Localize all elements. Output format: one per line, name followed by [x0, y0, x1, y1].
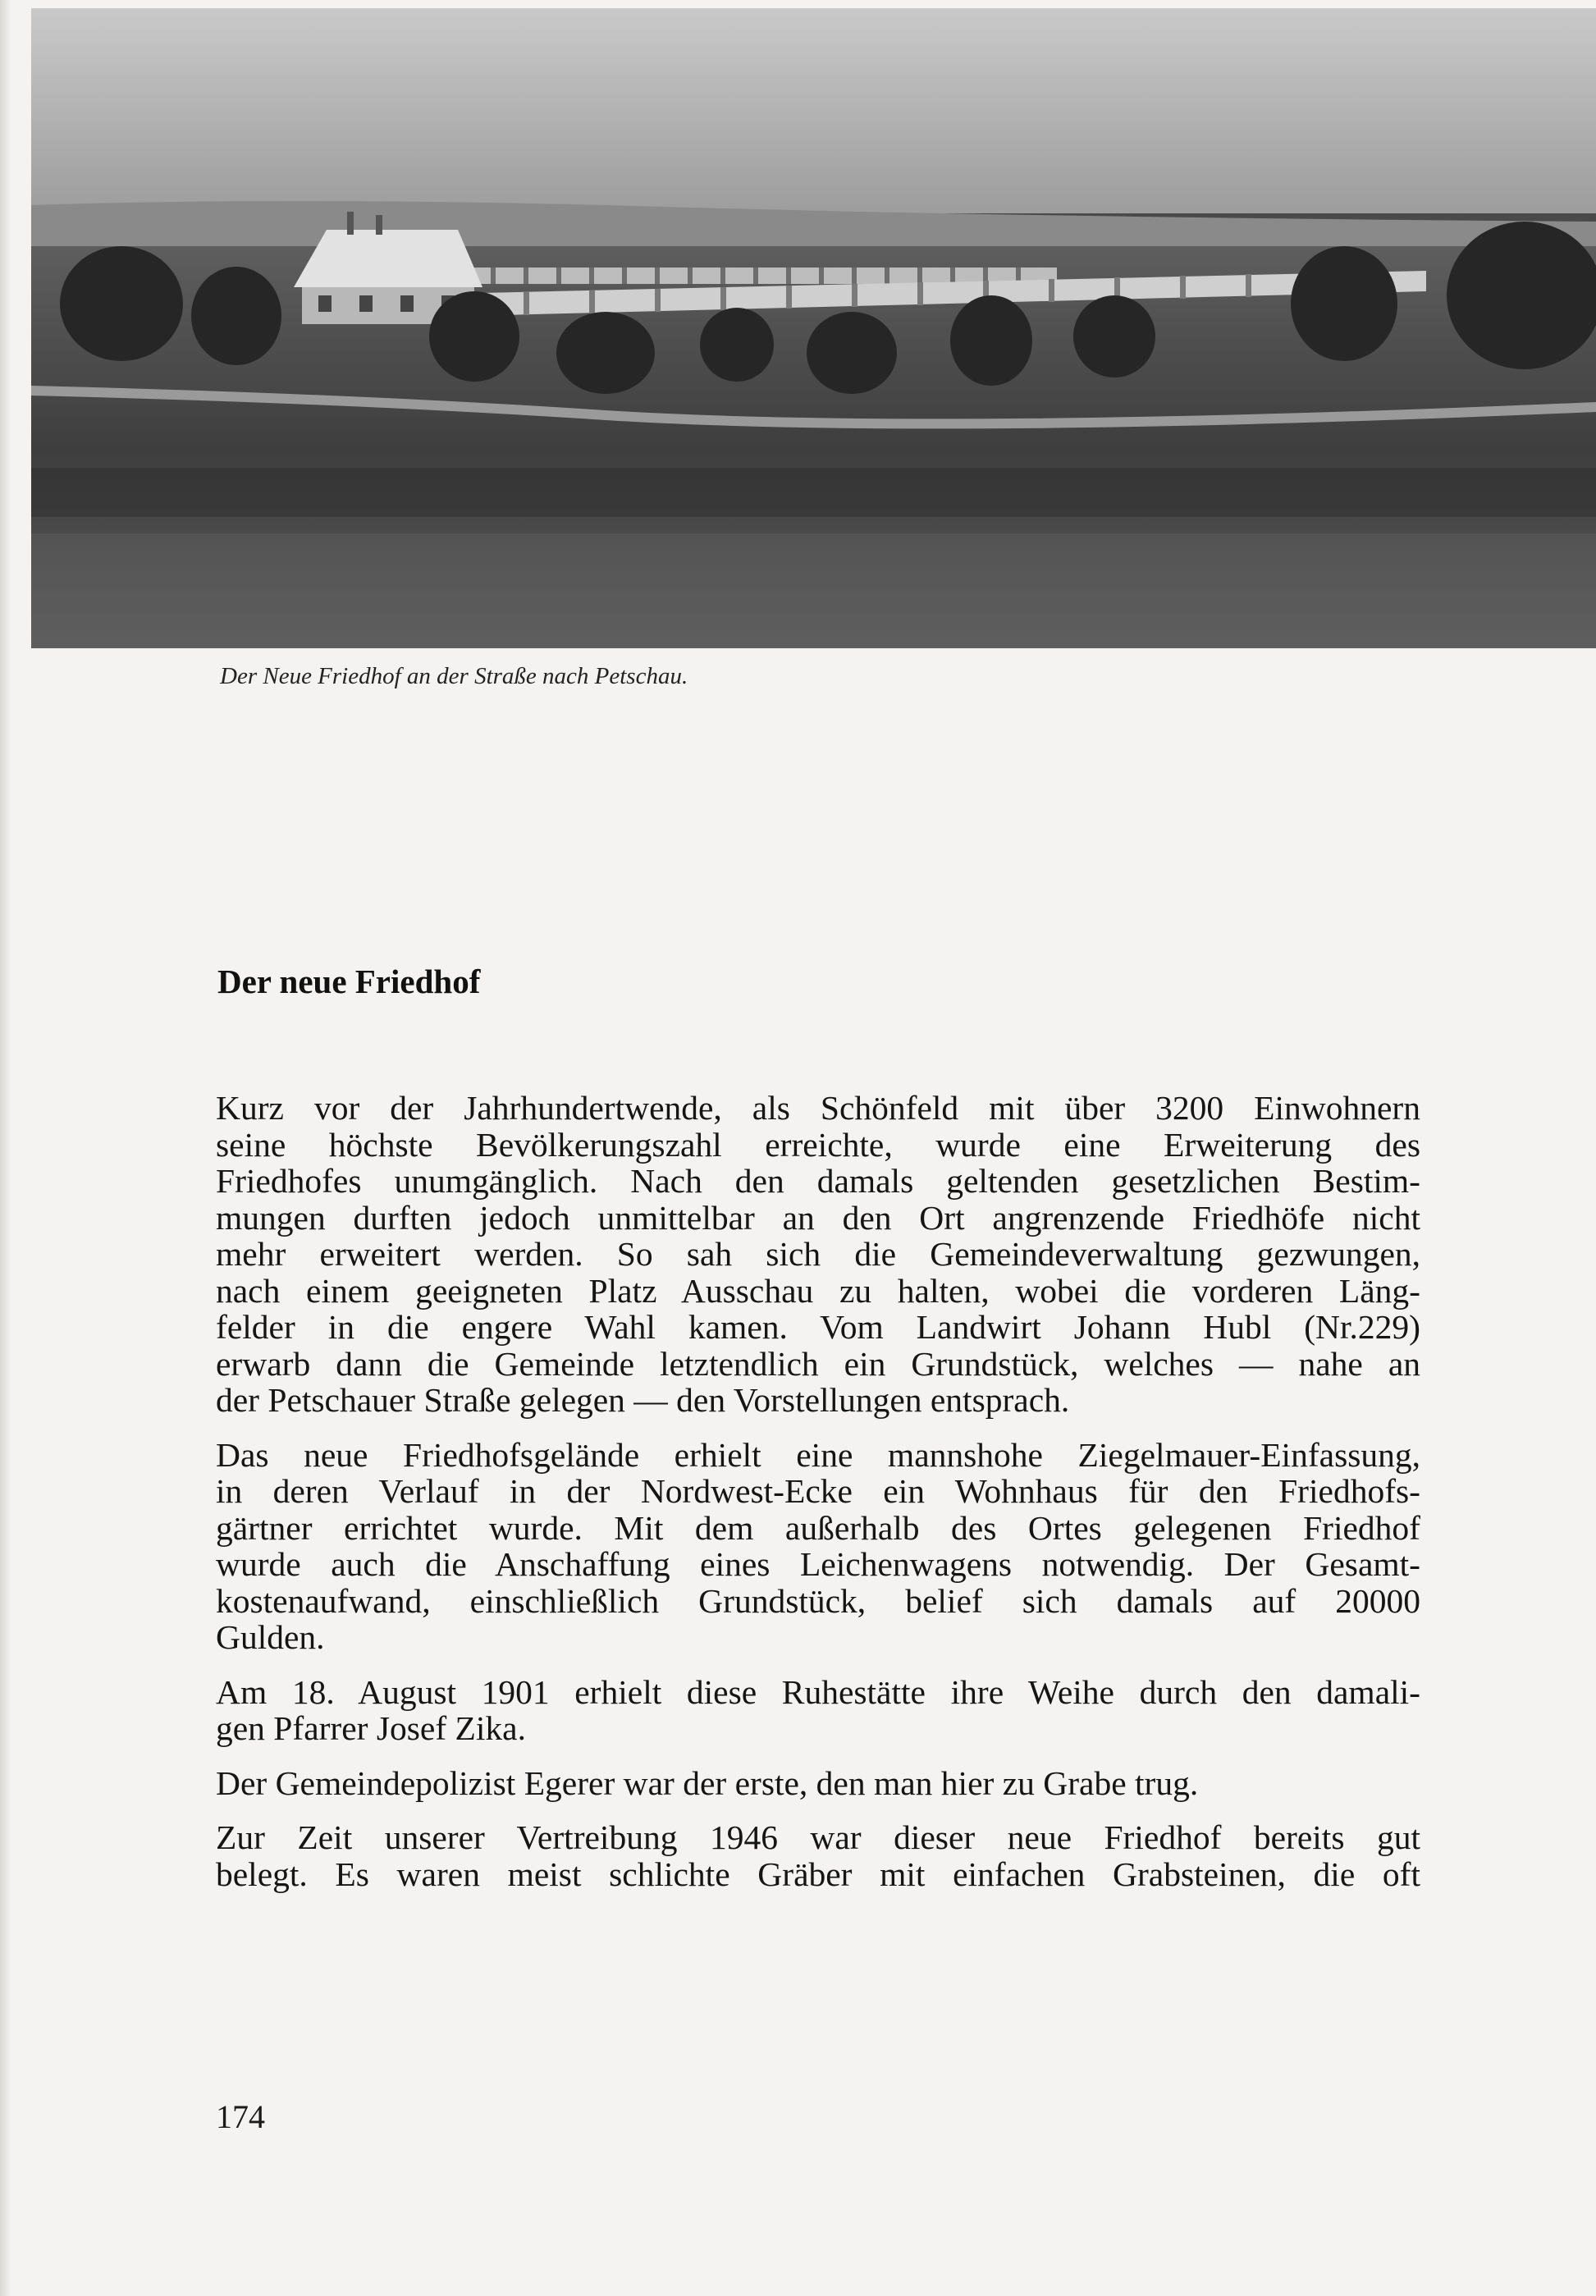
- text-line: Friedhofes unumgänglich. Nach den damals geltenden gesetzlichen Bestim-: [216, 1162, 1420, 1200]
- section-heading: Der neue Friedhof: [217, 963, 481, 1000]
- text-line: Der Gemeindepolizist Egerer war der erste, den man hier zu Grabe trug.: [216, 1763, 1199, 1802]
- page-edge: [0, 0, 11, 2296]
- photo-foreground: [31, 533, 1596, 648]
- text-line: Das neue Friedhofsgelände erhielt eine mannshohe Ziegelmauer-Einfassung,: [216, 1435, 1420, 1474]
- text-line: Gulden.: [216, 1618, 325, 1656]
- paragraph-5: [216, 1819, 1420, 1892]
- cemetery-photo-drawing: [31, 8, 1596, 648]
- photo-shadow-band: [31, 468, 1596, 517]
- text-line: Kurz vor der Jahrhundertwende, als Schönfeld mit über 3200 Einwohnern: [216, 1089, 1420, 1127]
- paragraph-1: [216, 1090, 1420, 1419]
- text-line: in deren Verlauf in der Nordwest-Ecke ein Wohnhaus für den Friedhofs-: [216, 1472, 1420, 1510]
- paragraph-4: [216, 1765, 1420, 1802]
- text-line: wurde auch die Anschaffung eines Leichenwagens notwendig. Der Gesamt-: [216, 1545, 1420, 1583]
- text-line: felder in die engere Wahl kamen. Vom Landwirt Johann Hubl (Nr.229): [216, 1308, 1420, 1346]
- cemetery-photo: [31, 8, 1596, 648]
- text-line: mehr erweitert werden. So sah sich die Gemeindeverwaltung gezwungen,: [216, 1235, 1420, 1273]
- page-number: 174: [216, 2098, 265, 2135]
- text-line: Zur Zeit unserer Vertreibung 1946 war dieser neue Friedhof bereits gut: [216, 1818, 1420, 1856]
- text-line: der Petschauer Straße gelegen — den Vorstellungen entsprach.: [216, 1381, 1070, 1419]
- figure-caption: Der Neue Friedhof an der Straße nach Petschau.: [220, 663, 688, 689]
- text-line: belegt. Es waren meist schlichte Gräber mit einfachen Grabsteinen, die oft: [216, 1855, 1420, 1893]
- text-line: nach einem geeigneten Platz Ausschau zu halten, wobei die vorderen Läng-: [216, 1271, 1420, 1310]
- text-line: gärtner errichtet wurde. Mit dem außerhalb des Ortes gelegenen Friedhof: [216, 1508, 1420, 1547]
- paragraph-3: [216, 1674, 1420, 1747]
- paragraph-2: [216, 1437, 1420, 1656]
- text-line: erwarb dann die Gemeinde letztendlich ein Grundstück, welches — nahe an: [216, 1344, 1420, 1383]
- text-line: mungen durften jedoch unmittelbar an den Ort angrenzende Friedhöfe nicht: [216, 1198, 1420, 1237]
- photo-wall-far: [417, 268, 1057, 284]
- text-line: Am 18. August 1901 erhielt diese Ruhestätte ihre Weihe durch den damali-: [216, 1672, 1420, 1711]
- article-body: [216, 1090, 1420, 1910]
- text-line: kostenaufwand, einschließlich Grundstück, belief sich damals auf 20000: [216, 1581, 1420, 1620]
- text-line: seine höchste Bevölkerungszahl erreichte, wurde eine Erweiterung des: [216, 1125, 1420, 1164]
- text-line: gen Pfarrer Josef Zika.: [216, 1709, 526, 1747]
- photo-sky: [31, 8, 1596, 213]
